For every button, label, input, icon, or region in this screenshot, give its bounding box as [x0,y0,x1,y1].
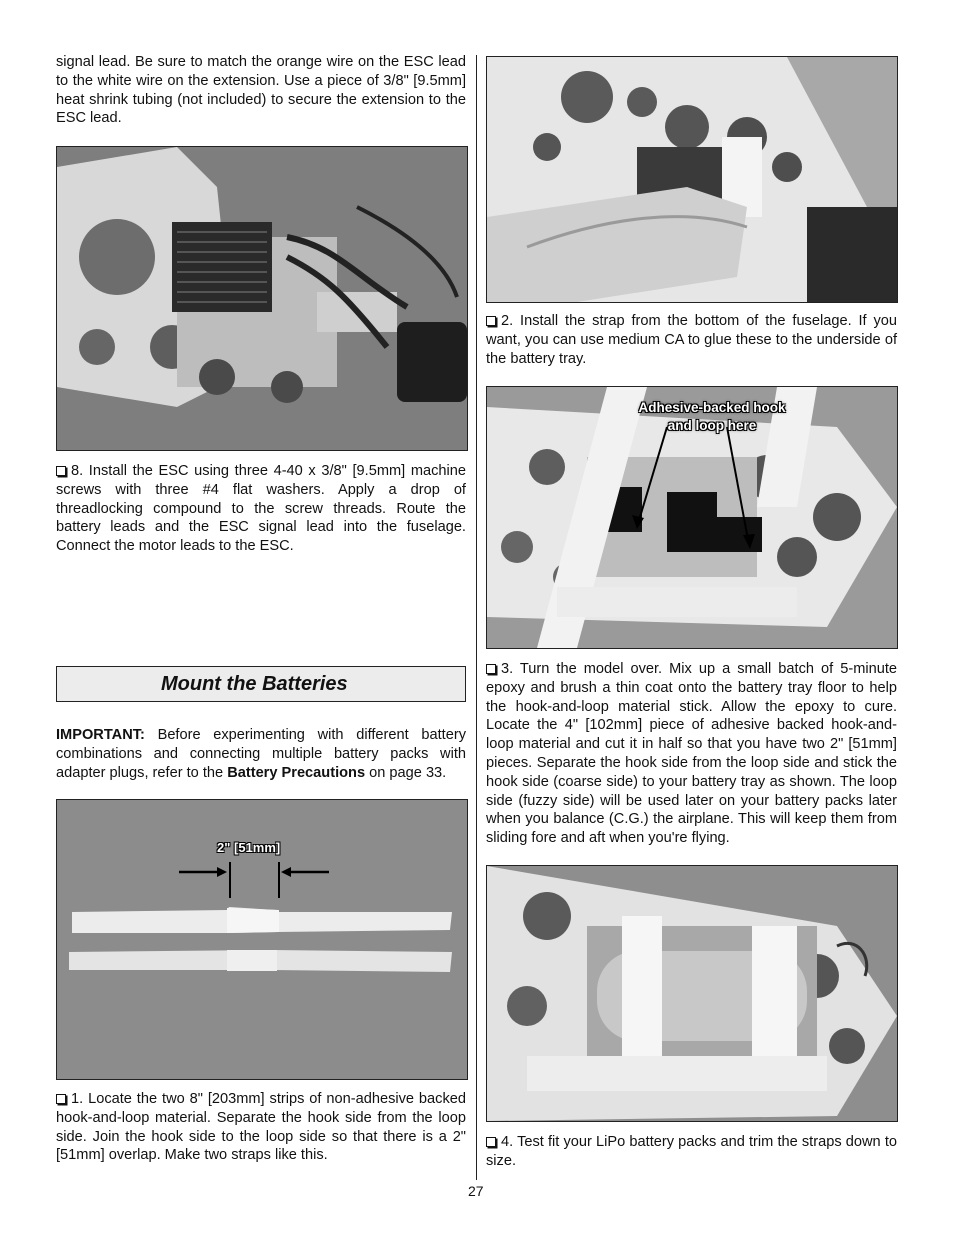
step-4-paragraph: 4. Test fit your LiPo battery packs and trim the straps down to size. [486,1134,897,1169]
lipo-battery-fit-photo [486,865,898,1122]
checkbox-icon[interactable] [486,664,496,674]
esc-installation-photo [56,146,468,451]
step-8-paragraph: 8. Install the ESC using three 4-40 x 3/8" [9.5mm] machine screws with three #4 flat washers. Apply a drop of threadlocking compound to the screw threads. Route the battery leads and the ESC signal lead into the fuselage. Connect the motor leads to the ESC. [56,463,466,555]
checkbox-icon[interactable] [486,316,496,326]
important-label: IMPORTANT: [56,727,145,743]
step-2-paragraph: 2. Install the strap from the bottom of the fuselage. If you want, you can use medium CA to glue these to the underside of the battery tray. [486,313,897,367]
step-1-paragraph: 1. Locate the two 8" [203mm] strips of non-adhesive backed hook-and-loop material. Separate the hook side from the loop side. Join the hook side to the loop side so that there is a 2" [51mm] overlap. Make two straps like this. [56,1091,466,1164]
page-number: 27 [468,1183,484,1199]
battery-tray-velcro-photo [486,386,898,649]
fuselage-strap-install-photo [486,56,898,303]
important-paragraph: IMPORTANT: Before experimenting with different battery combinations and connecting multiple battery packs with adapter plugs, refer to the Battery Precautions on page 33. [56,727,466,781]
checkbox-icon[interactable] [56,1094,66,1104]
hook-and-loop-straps-photo [56,799,468,1080]
checkbox-icon[interactable] [56,466,66,476]
section-title: Mount the Batteries [161,673,348,695]
overlap-measurement-label: 2" [51mm] [217,840,281,855]
section-header-box [56,666,466,702]
battery-precautions-reference: Battery Precautions [227,764,366,781]
checkbox-icon[interactable] [486,1137,496,1147]
intro-paragraph: signal lead. Be sure to match the orange wire on the ESC lead to the white wire on the extension. Use a piece of 3/8" [9.5mm] heat shrink tubing (not included) to secure the extension to the ESC lead. [56,54,466,127]
adhesive-backed-callout: Adhesive-backed hook and loop here [638,400,786,433]
column-divider [476,55,477,1180]
step-3-paragraph: 3. Turn the model over. Mix up a small batch of 5-minute epoxy and brush a thin coat onto the battery tray floor to help the hook-and-loop material stick. Allow the epoxy to cure. Locate the 4" [102mm] piece of adhesive backed hook-and-loop material and cut it in half so that you have two 2" [51mm] pieces. Separate the hook side from the loop side and stick the hook side (coarse side) to your battery tray as shown. The loop side (fuzzy side) will be used later on your battery packs later when you balance (C.G.) the airplane. This will keep them from sliding fore and aft when you're flying. [486,661,897,847]
